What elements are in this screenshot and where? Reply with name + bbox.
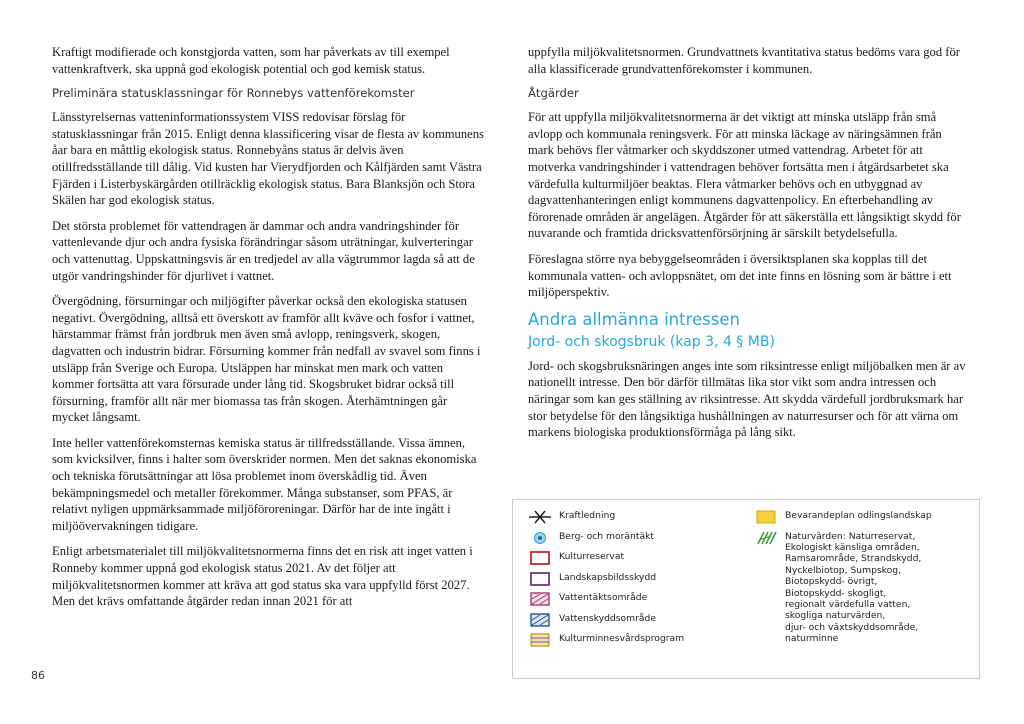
paragraph: Kraftigt modifierade och konstgjorda vatten, som har påverkats av till exempel vattenkraftverk, ska uppnå god ekologisk potential och god kemisk status. [52, 45, 450, 76]
paragraph: Föreslagna större nya bebyggelseområden i översiktsplanen ska kopplas till det kommunala vatten- och avloppsnätet, om det inte finns en lösning som är bättre i ett miljöperspektiv. [528, 251, 952, 300]
legend-label-line: Nyckelbiotop, Sumpskog, [785, 564, 902, 576]
quarry-icon [529, 531, 551, 545]
legend-label-line: Ekologiskt känsliga områden, [785, 541, 920, 553]
nature-values-icon [755, 531, 777, 545]
legend-label-line: Naturvärden: Naturreservat, [785, 530, 916, 542]
legend-item [529, 633, 739, 654]
paragraph: Det största problemet för vattendragen är dammar och andra vandringshinder för vattenlevande djur och andra fysiska förändringar såsom uträtningar, kulverteringar och vattenuttag. Uppskattningsvis är en tredjedel av alla vägtrummor lagda så att de utgör vandringshinder för djurlivet i vattnet. [52, 218, 475, 283]
paragraph: Övergödning, försurningar och miljögifter påverkar också den ekologiska statusen negativt. Övergödning, alltså ett överskott av framför allt kväve och fosfor i vattnet, härstammar främst från jordbruk men även små avlopp, reningsverk, skogen, dagvatten och industrin bidrar. Försurning kommer från nedfall av svavel som finns i utsläpp från Sverige och Europa. Utsläppen har minskat men mark och vatten kommer fortsätta att vara försurade under lång tid. Skogsbruket bidrar också till försurning, framför allt när mer biomassa tas från skogen. Återhämtningen går mycket långsamt. [52, 294, 481, 425]
legend-left-column [529, 510, 739, 654]
legend-item [529, 551, 739, 572]
landscape-protection-icon [529, 572, 551, 586]
legend-right-column [755, 510, 970, 645]
paragraph: Länsstyrelsernas vatteninformationssystem VISS redovisar förslag för statusklassningar från 2015. Enligt denna klassificering visar de flesta av kommunens åar bara en måttlig ekologisk status. Ronnebyåns status är delvis även otillfredsställande till dålig. Vid kusten har Vierydfjorden och Kålfjärden samt Västra Fjärden i Listerbyskärgården otillräcklig ekologisk status. Bara Blanksjön och Stora Skälen har god ekologisk status. [52, 110, 484, 208]
cultural-heritage-program-icon [529, 633, 551, 647]
legend-label: Kulturreservat [559, 551, 625, 562]
subheading: Preliminära statusklassningar för Ronnebys vattenförekomster [52, 86, 415, 101]
culture-reserve-icon [529, 551, 551, 565]
map-legend [512, 499, 980, 679]
legend-label-line: naturminne [785, 633, 839, 645]
water-protection-area-icon [529, 613, 551, 627]
legend-label-line: Biotopskydd- skogligt, [785, 587, 887, 599]
legend-label-line: Biotopskydd- övrigt, [785, 576, 878, 588]
paragraph: Inte heller vattenförekomsternas kemiska status är tillfredsställande. Vissa ämnen, som kvicksilver, finns i halter som överskrider normen. Men det saknas ekonomiska och tekniska förutsättningar att lösa problemet inom överskådlig tid. Även bekämpningsmedel och metaller förekommer. Många substanser, som PFAS, är relativt nyligen uppmärksammade miljöföroreningar. Därför har de inte ingått i miljöövervakningen tidigare. [52, 435, 477, 533]
paragraph: uppfylla miljökvalitetsnormen. Grundvattnets kvantitativa status bedöms vara god för alla klassificerade grundvattenförekomster i kommunen. [528, 45, 960, 76]
legend-label: Bevarandeplan odlingslandskap [785, 510, 932, 521]
conservation-plan-icon [755, 510, 777, 524]
legend-label-line: Ramsarområde, Strandskydd, [785, 553, 922, 565]
legend-label: Landskapsbildsskydd [559, 571, 657, 583]
legend-item [529, 572, 739, 593]
nature-values-description [785, 531, 921, 645]
section-subheading: Jord- och skogsbruk (kap 3, 4 § MB) [528, 333, 775, 350]
legend-label: Vattentäktsområde [559, 592, 648, 603]
legend-label: Berg- och moräntäkt [559, 530, 655, 542]
right-column [528, 44, 966, 450]
legend-label-line: skogliga naturvärden, [785, 610, 886, 622]
page-number: 86 [31, 669, 45, 682]
paragraph: Enligt arbetsmaterialet till miljökvalitetsnormerna finns det en risk att inget vatten i Ronneby kommer uppnå god ekologisk status 2021. Av det följer att miljökvalitetsnormen kommer att kräva att god status ska vara uppfylld först 2027. Men det krävs omfattande åtgärder redan innan 2021 för att [52, 544, 473, 609]
legend-label: Kraftledning [559, 510, 616, 521]
legend-item [529, 613, 739, 634]
legend-item [529, 510, 739, 531]
legend-item [755, 510, 970, 531]
legend-item [755, 531, 970, 645]
legend-label: Kulturminnesvårdsprogram [559, 633, 685, 644]
legend-label: Vattenskyddsområde [559, 612, 657, 624]
left-column [52, 44, 484, 619]
water-source-area-icon [529, 592, 551, 606]
legend-item [529, 531, 739, 552]
legend-item [529, 592, 739, 613]
power-line-icon [529, 510, 551, 524]
paragraph: Jord- och skogsbruksnäringen anges inte som riksintresse enligt miljöbalken men är av nationellt intresse. Den bör därför tillmätas lika stor vikt som andra intressen och näringar som kan ges ställning av riksintresse. Att skydda värdefull jordbruksmark har stor betydelse för den långsiktiga hushållningen av naturresurser och för att värna om markens biologiska produktionsförmåga på lång sikt. [528, 358, 966, 440]
section-heading: Andra allmänna intressen [528, 309, 740, 329]
paragraph: För att uppfylla miljökvalitetsnormerna är det viktigt att minska utsläpp från små avlopp och kommunala reningsverk. För att minska läckage av näringsämnen från mark behövs fler våtmarker och skyddszoner utmed vattendrag. Arbetet för att motverka vandringshinder i vattendragen behöver fortsätta men i åtgärdsarbetet ska värdefulla kulturmiljöer beaktas. Flera våtmarker behövs och en utbyggnad av dagvattenhanteringen enligt kommunens dagvattenpolicy. En efterbehandling av förorenade områden är angelägen. Åtgärder för att säkerställa ett långsiktigt skydd för nuvarande och framtida dricksvattenförsörjning är särskilt betydelsefulla. [528, 110, 961, 241]
legend-label-line: regionalt värdefulla vatten, [785, 598, 911, 610]
legend-label-line: djur- och växtskyddsområde, [785, 621, 919, 633]
subheading: Åtgärder [528, 86, 579, 101]
